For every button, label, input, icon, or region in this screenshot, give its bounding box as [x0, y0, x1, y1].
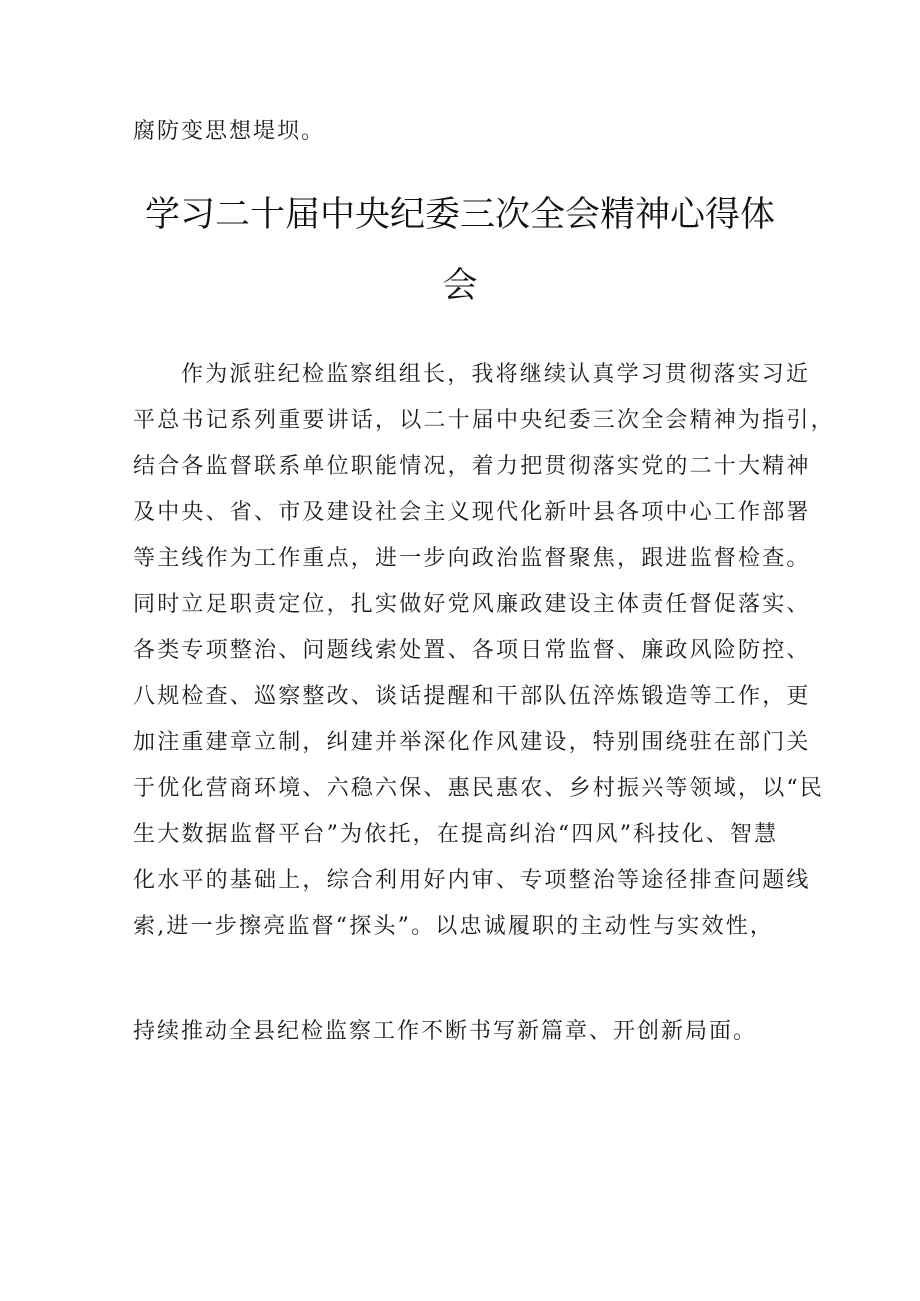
body-line: 作为派驻纪检监察组组长，我将继续认真学习贯彻落实习近 [181, 362, 811, 387]
body-line: 八规检查、巡察整改、谈话提醒和干部队伍淬炼锻造等工作，更 [133, 684, 811, 709]
page-title-line-2: 会 [442, 266, 478, 306]
body-line: 结合各监督联系单位职能情况，着力把贯彻落实党的二十大精神 [133, 454, 811, 479]
body-line: 及中央、省、市及建设社会主义现代化新叶县各项中心工作部署 [133, 500, 811, 525]
body-line: 索,进一步擦亮监督“探头”。以忠诚履职的主动性与实效性， [133, 914, 775, 939]
body-line: 同时立足职责定位，扎实做好党风廉政建设主体责任督促落实、 [133, 592, 811, 617]
body-line: 于优化营商环境、六稳六保、惠民惠农、乡村振兴等领域，以“民 [133, 776, 825, 801]
body-paragraph [133, 352, 835, 950]
body-line: 各类专项整治、问题线索处置、各项日常监督、廉政风险防控、 [133, 638, 811, 663]
intro-line: 腐防变思想堤坝。 [133, 119, 326, 144]
body-line: 平总书记系列重要讲话，以二十届中央纪委三次全会精神为指引， [133, 408, 835, 433]
body-line: 生大数据监督平台”为依托，在提高纠治“四风”科技化、智慧 [133, 822, 779, 847]
body-line: 化水平的基础上，综合利用好内审、专项整治等途径排查问题线 [133, 868, 811, 893]
body-line: 等主线作为工作重点，进一步向政治监督聚焦，跟进监督检查。 [133, 546, 811, 571]
closing-line: 持续推动全县纪检监察工作不断书写新篇章、开创新局面。 [133, 1019, 758, 1044]
body-line: 加注重建章立制，纠建并举深化作风建设，特别围绕驻在部门关 [133, 730, 811, 755]
page-title-line-1: 学习二十届中央纪委三次全会精神心得体 [144, 195, 775, 235]
